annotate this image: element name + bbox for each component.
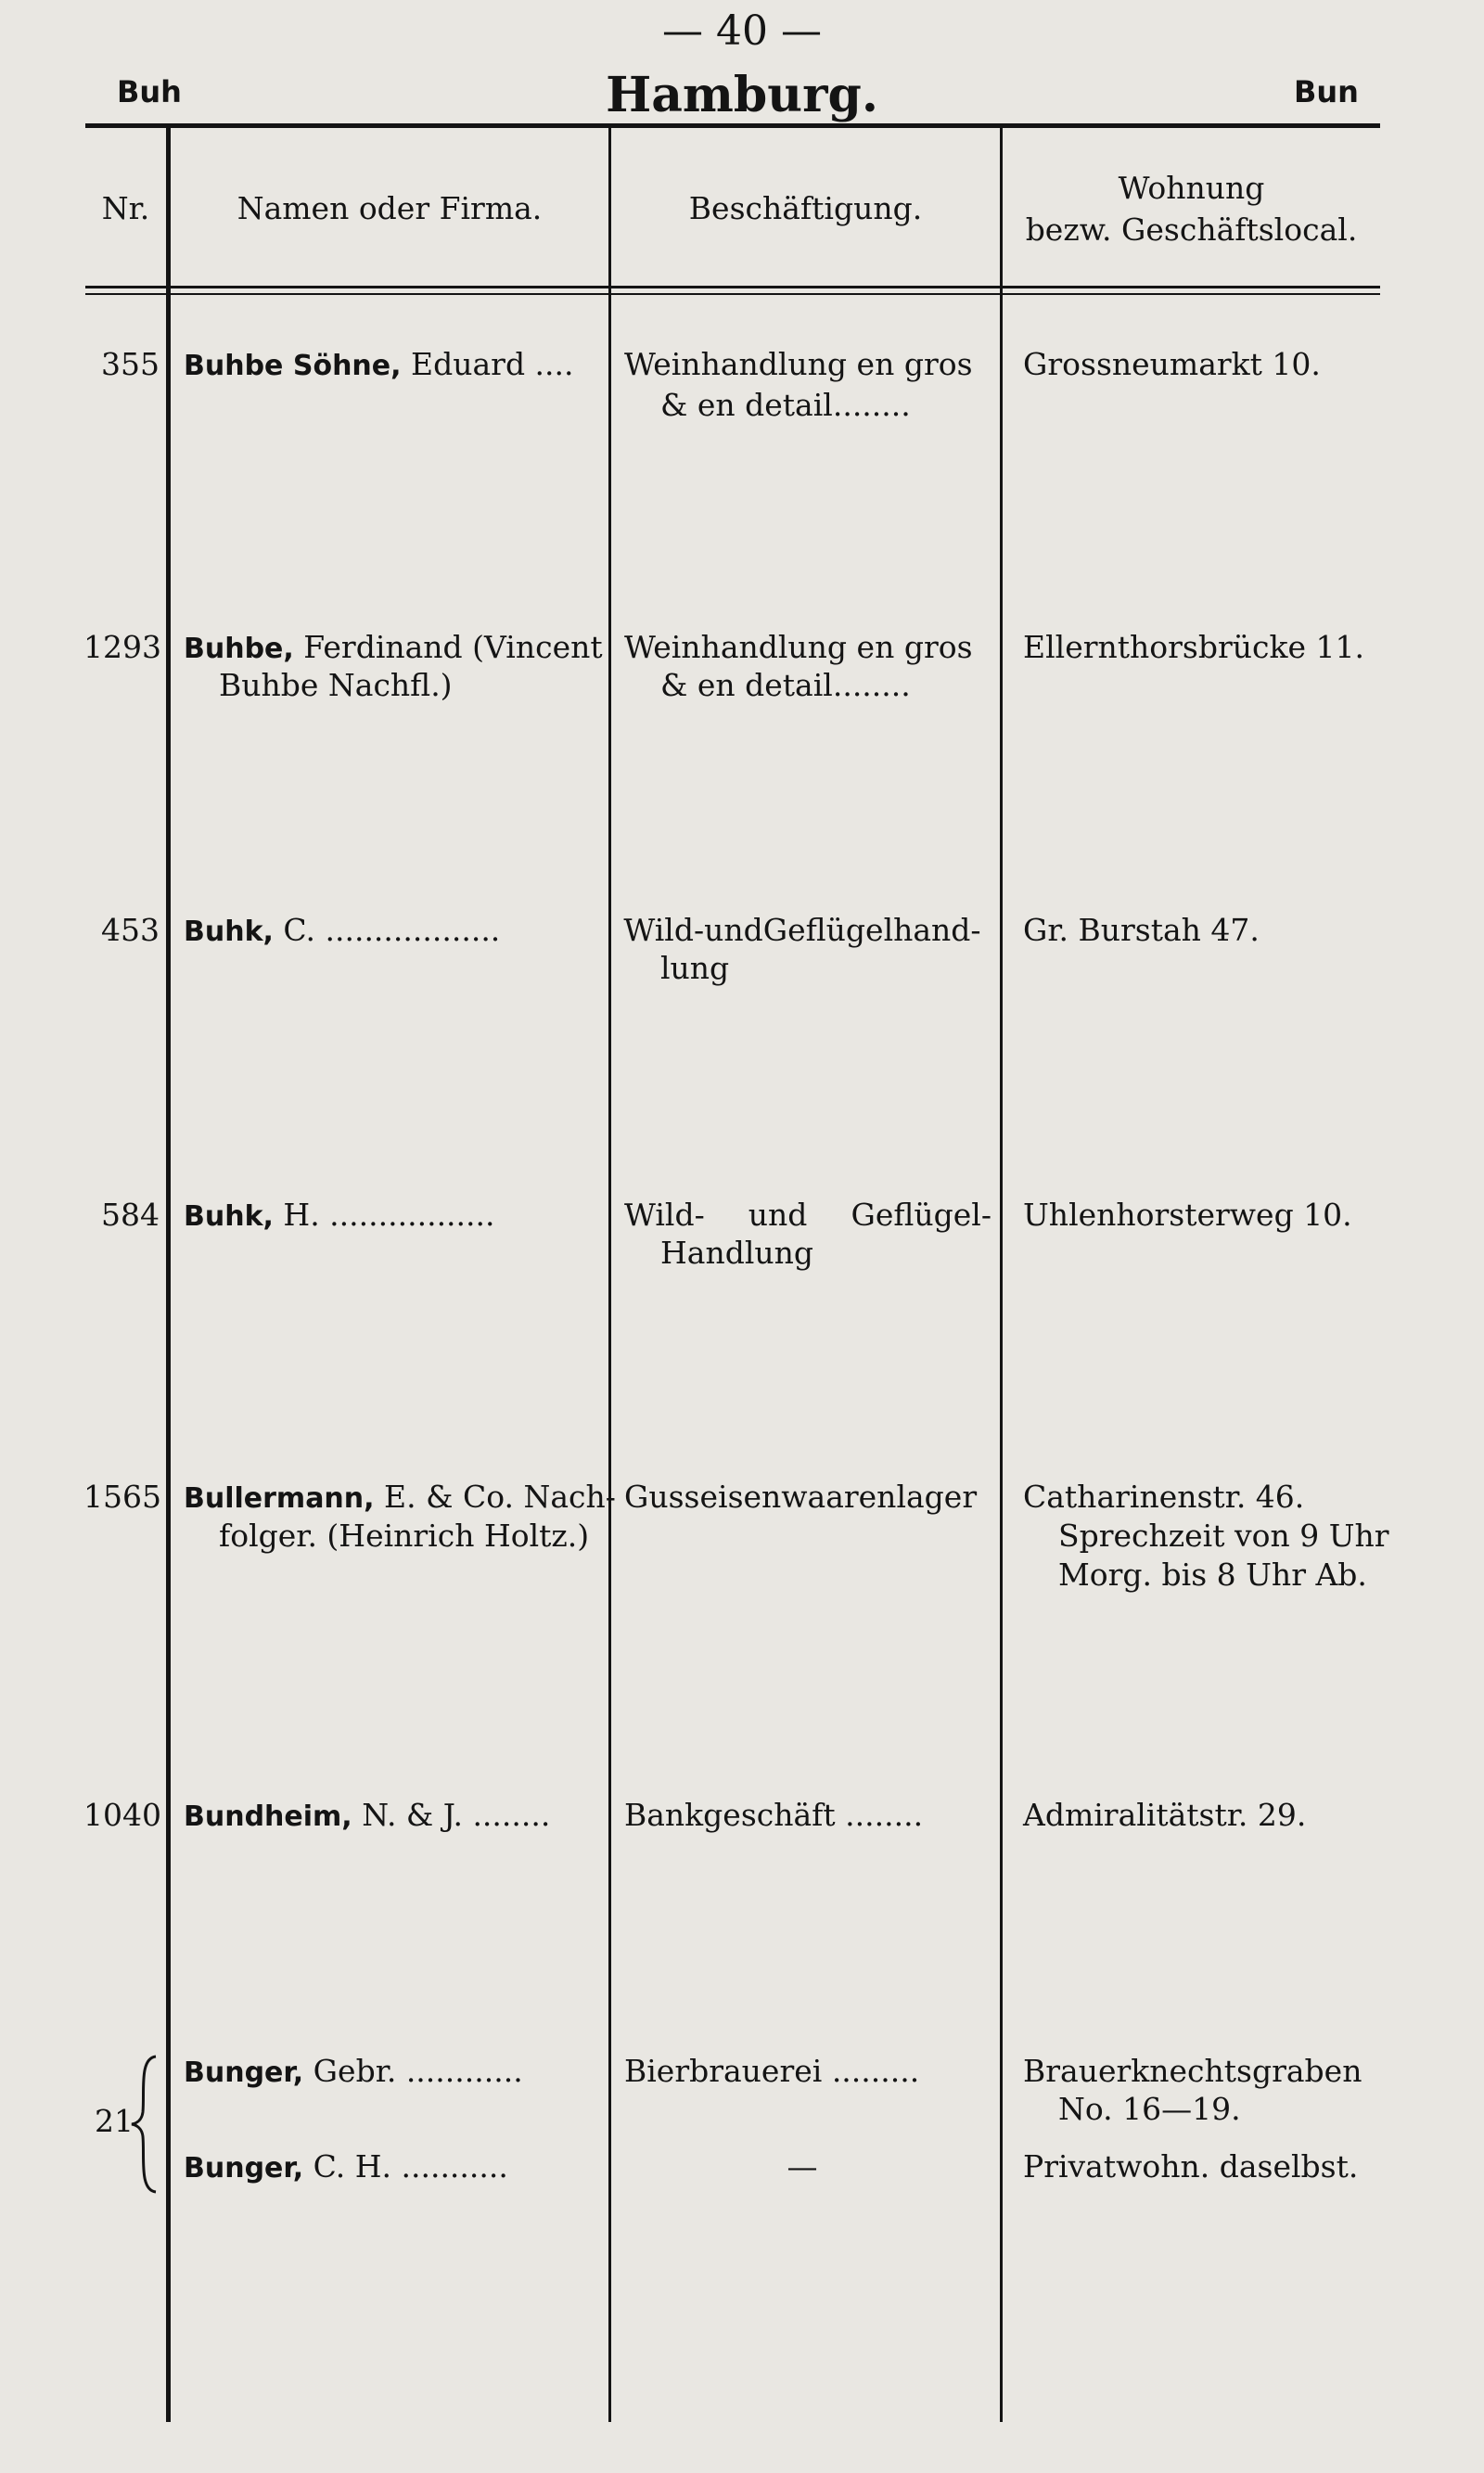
entry-name-key: Bunger,: [184, 2057, 304, 2089]
entry-name: [184, 1798, 550, 1835]
entry-occupation-line1: Bankgeschäft ........: [624, 1797, 924, 1833]
entry-name: [184, 1198, 495, 1235]
rule-top: [85, 123, 1380, 128]
column-header-address-line1: Wohnung: [1118, 170, 1265, 206]
entry-occupation-line1: Weinhandlung en gros: [624, 629, 973, 665]
entry-address-line1: Gr. Burstah 47.: [1023, 912, 1260, 948]
entry-name-key: Buhk,: [184, 1200, 274, 1233]
column-header-name: Namen oder Firma.: [237, 190, 543, 226]
entry-name: [184, 347, 574, 384]
entry-name: [184, 913, 500, 950]
page-number: — 40 —: [662, 7, 822, 55]
entry-name: [184, 2149, 508, 2186]
column-header-occupation: Beschäftigung.: [688, 190, 923, 226]
entry-occupation-line1: Wild- und Geflügel-: [624, 1197, 991, 1233]
entry-name: [184, 1480, 616, 1517]
entry-name-line2: folger. (Heinrich Holtz.): [219, 1518, 590, 1554]
entry-address-line3: Morg. bis 8 Uhr Ab.: [1058, 1557, 1367, 1593]
entry-number: 21: [95, 2103, 134, 2139]
entry-number: 355: [101, 346, 160, 382]
entry-address-line1: Uhlenhorsterweg 10.: [1023, 1197, 1352, 1233]
entry-number: 1565: [83, 1479, 161, 1515]
column-divider-3: [1000, 123, 1003, 2422]
entry-occupation-line1: Wild-undGeflügelhand-: [623, 912, 981, 948]
entry-occupation-line1: —: [787, 2148, 818, 2185]
entry-name-rest: N. & J. ........: [352, 1797, 551, 1833]
entry-name: [184, 2054, 523, 2091]
entry-address-line1: Catharinenstr. 46.: [1023, 1479, 1305, 1515]
entry-occupation-line1: Gusseisenwaarenlager: [624, 1479, 978, 1515]
entry-address-line2: No. 16—19.: [1058, 2091, 1241, 2127]
entry-name-rest: H. .................: [273, 1197, 495, 1233]
entry-address-line1: Brauerknechtsgraben: [1023, 2053, 1362, 2089]
entry-name-rest: Eduard ....: [401, 346, 574, 382]
entry-number: 1040: [83, 1797, 161, 1833]
column-header-nr: Nr.: [101, 190, 150, 226]
column-divider-1: [166, 123, 171, 2422]
entry-occupation-line2: lung: [660, 950, 730, 986]
entry-name-key: Bunger,: [184, 2152, 304, 2185]
entry-occupation-line2: Handlung: [660, 1235, 814, 1271]
running-head-left: Buh: [117, 74, 182, 109]
entry-name-line2: Buhbe Nachfl.): [219, 667, 453, 703]
entry-occupation-line1: Bierbrauerei .........: [624, 2053, 920, 2089]
entry-name-rest: Gebr. ............: [303, 2053, 523, 2089]
entry-number: 1293: [83, 629, 161, 665]
entry-name-key: Buhbe,: [184, 633, 294, 665]
entry-address-line1: Grossneumarkt 10.: [1023, 346, 1321, 382]
entry-occupation-line2: & en detail........: [660, 387, 911, 423]
entry-name-rest: C. H. ...........: [303, 2148, 508, 2185]
column-divider-2: [608, 123, 611, 2422]
entry-name: [184, 630, 603, 667]
page-title: Hamburg.: [606, 67, 878, 123]
entry-occupation-line1: Weinhandlung en gros: [624, 346, 973, 382]
column-header-address-line2: bezw. Geschäftslocal.: [1025, 211, 1358, 248]
rule-header-bottom-2: [85, 293, 1380, 295]
entry-name-key: Buhk,: [184, 916, 274, 948]
entry-address-line2: Sprechzeit von 9 Uhr: [1058, 1518, 1389, 1554]
rule-header-bottom-1: [85, 286, 1380, 288]
entry-name-rest: Ferdinand (Vincent: [293, 629, 603, 665]
entry-name-rest: E. & Co. Nach-: [374, 1479, 616, 1515]
entry-name-rest: C. ..................: [273, 912, 501, 948]
grouping-brace: [130, 2055, 161, 2194]
entry-address-line1: Privatwohn. daselbst.: [1023, 2148, 1359, 2185]
entry-name-key: Bundheim,: [184, 1800, 352, 1833]
entry-address-line1: Admiralitätstr. 29.: [1023, 1797, 1307, 1833]
running-head-right: Bun: [1294, 74, 1359, 109]
entry-occupation-line2: & en detail........: [660, 667, 911, 703]
entry-number: 584: [101, 1197, 160, 1233]
entry-name-key: Bullermann,: [184, 1482, 375, 1515]
entry-number: 453: [101, 912, 160, 948]
entry-name-key: Buhbe Söhne,: [184, 350, 402, 382]
entry-address-line1: Ellernthorsbrücke 11.: [1023, 629, 1364, 665]
